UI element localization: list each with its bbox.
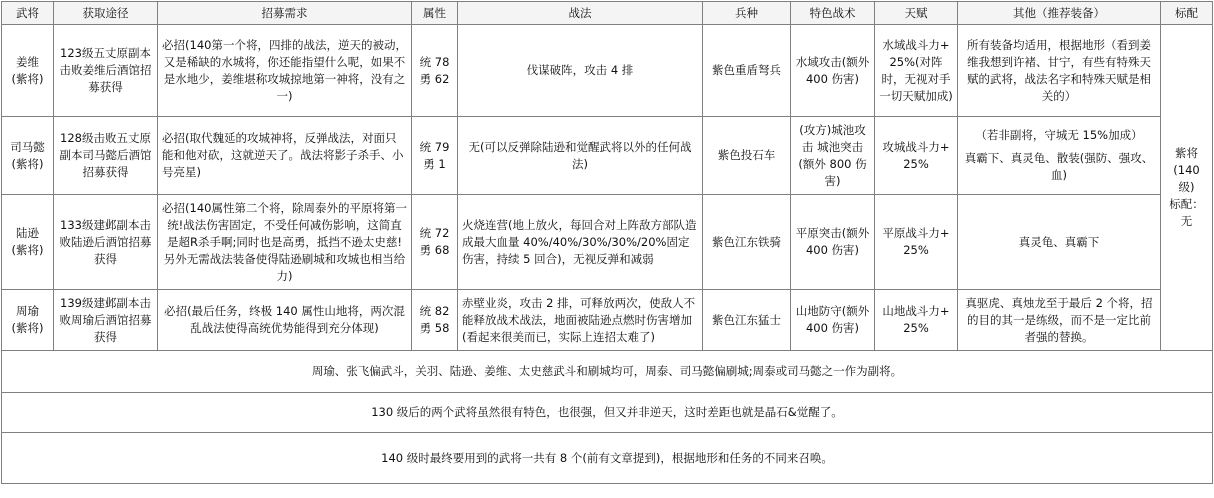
- standard-line: 标配：: [1169, 197, 1204, 211]
- attr-command: 统 79: [419, 139, 450, 154]
- header-troop: 兵种: [703, 2, 791, 25]
- header-other: 其他（推荐装备）: [958, 2, 1161, 25]
- talent-cell: 平原战斗力+25%: [875, 195, 958, 290]
- attrs-cell: [412, 117, 458, 195]
- special-cell: 平原突击(额外 400 伤害): [791, 195, 875, 290]
- table-row: [2, 195, 1213, 290]
- general-cell: [2, 290, 54, 351]
- talent-cell: 山地战斗力+25%: [875, 290, 958, 351]
- attrs-cell: [412, 290, 458, 351]
- header-tactic: 战法: [458, 2, 703, 25]
- troop-cell: 紫色江东铁骑: [703, 195, 791, 290]
- summary-row: [2, 351, 1213, 393]
- general-cell: [2, 25, 54, 117]
- tactic-cell: 无(可以反弹除陆逊和觉醒武将以外的任何战法): [458, 117, 703, 195]
- document: [1, 1, 1213, 484]
- attr-command: 统 72: [419, 226, 450, 240]
- general-rank: (紫将): [11, 321, 44, 335]
- other-cell: 所有装备均适用，根据地形（看到姜维我想到许褚、甘宁，有些有特殊天赋的武将，战法名字和特殊天赋是相关的）: [958, 25, 1161, 117]
- obtain-cell: 139级建邺副本击败周瑜后酒馆招募获得: [54, 290, 158, 351]
- talent-cell: 攻城战斗力+25%: [875, 117, 958, 195]
- other-cell: [958, 117, 1161, 195]
- summary-text: 周瑜、张飞偏武斗，关羽、陆逊、姜维、太史慈武斗和刷城均可，周泰、司马懿偏刷城;周泰或司马懿之一作为副将。: [2, 351, 1213, 393]
- general-rank: (紫将): [11, 156, 44, 171]
- requirement-cell: 必招(140第一个将，四排的战法，逆天的被动，又是稀缺的水城将，你还能指望什么呢，如果不是水地少，姜维堪称攻城掠地第一神将，没有之一): [158, 25, 412, 117]
- header-attrs: 属性: [412, 2, 458, 25]
- general-name: 司马懿: [10, 139, 45, 154]
- special-cell: 水域攻击(额外 400 伤害): [791, 25, 875, 117]
- obtain-cell: 128级击败五丈原副本司马懿后酒馆招募获得: [54, 117, 158, 195]
- general-name: 陆逊: [16, 226, 39, 240]
- attr-valor: 勇 58: [419, 321, 450, 335]
- general-rank: (紫将): [11, 243, 44, 257]
- header-talent: 天赋: [875, 2, 958, 25]
- tactic-cell: 伐谋破阵，攻击 4 排: [458, 25, 703, 117]
- table-row: [2, 290, 1213, 351]
- standard-line: 紫将: [1175, 146, 1198, 160]
- tactic-cell: 火烧连营(地上放火，每回合对上阵敌方部队造成最大血量 40%/40%/30%/30%/20%固定伤害，持续 5 回合)，无视反弹和减弱: [458, 195, 703, 290]
- attr-command: 统 78: [419, 54, 450, 69]
- requirement-cell: 必招(最后任务，终极 140 属性山地将，两次混乱战法使得高统优势能得到充分体现): [158, 290, 412, 351]
- general-cell: [2, 195, 54, 290]
- table-row: [2, 117, 1213, 195]
- other-line: （若非副将，守城无 15%加成）: [975, 128, 1143, 142]
- other-cell: 真灵龟、真霸下: [958, 195, 1161, 290]
- other-line: 真霸下、真灵龟、散装(强防、强攻、血): [964, 151, 1154, 182]
- header-special: 特色战术: [791, 2, 875, 25]
- obtain-cell: 123级五丈原副本击败姜维后酒馆招募获得: [54, 25, 158, 117]
- tactic-cell: 赤壁业炎，攻击 2 排，可释放两次，使敌人不能释放战术战法，地面被陆逊点燃时伤害增加(看起来很美而已，实际上连招太难了): [458, 290, 703, 351]
- header-standard: 标配: [1161, 2, 1213, 25]
- header-obtain: 获取途径: [54, 2, 158, 25]
- header-requirement: 招募需求: [158, 2, 412, 25]
- header-general: 武将: [2, 2, 54, 25]
- troop-cell: 紫色江东猛士: [703, 290, 791, 351]
- attr-valor: 勇 1: [423, 156, 446, 171]
- attr-valor: 勇 68: [419, 243, 450, 257]
- general-name: 周瑜: [16, 304, 39, 318]
- general-cell: [2, 117, 54, 195]
- talent-cell: 水域战斗力+25%(对阵时，无视对手一切天赋加成): [875, 25, 958, 117]
- summary-text: 130 级后的两个武将虽然很有特色，也很强，但又并非逆天，这时差距也就是晶石&觉醒了。: [2, 393, 1213, 433]
- troop-cell: 紫色投石车: [703, 117, 791, 195]
- attrs-cell: [412, 25, 458, 117]
- special-cell: 山地防守(额外 400 伤害): [791, 290, 875, 351]
- troop-cell: 紫色重盾弩兵: [703, 25, 791, 117]
- requirement-cell: 必招(140属性第二个将，除周泰外的平原将第一统!战法伤害固定，不受任何减伤影响，这简直是超R杀手啊;同时也是高勇，抵挡不逊太史慈!另外无需战法装备使得陆逊刷城和攻城也相当给力): [158, 195, 412, 290]
- summary-row: [2, 433, 1213, 484]
- standard-line: 无: [1180, 214, 1193, 228]
- special-cell: (攻方)城池攻击 城池突击(额外 800 伤害): [791, 117, 875, 195]
- header-row: [2, 2, 1213, 25]
- standard-cell: [1161, 25, 1213, 351]
- generals-table: [1, 1, 1213, 484]
- other-cell: 真驱虎、真烛龙至于最后 2 个将，招的目的其一是练级，而不是一定比前者强的替换。: [958, 290, 1161, 351]
- attr-command: 统 82: [419, 304, 450, 318]
- summary-row: [2, 393, 1213, 433]
- table-row: [2, 25, 1213, 117]
- standard-line: (140 级): [1173, 163, 1200, 194]
- attrs-cell: [412, 195, 458, 290]
- general-rank: (紫将): [11, 71, 44, 86]
- attr-valor: 勇 62: [419, 71, 450, 86]
- general-name: 姜维: [16, 54, 39, 69]
- summary-text: 140 级时最终要用到的武将一共有 8 个(前有文章提到)，根据地形和任务的不同来召唤。: [2, 433, 1213, 484]
- obtain-cell: 133级建邺副本击败陆逊后酒馆招募获得: [54, 195, 158, 290]
- requirement-cell: 必招(取代魏延的攻城神将，反弹战法，对面只能和他对砍，这就逆天了。战法将影子杀手、小号亮星): [158, 117, 412, 195]
